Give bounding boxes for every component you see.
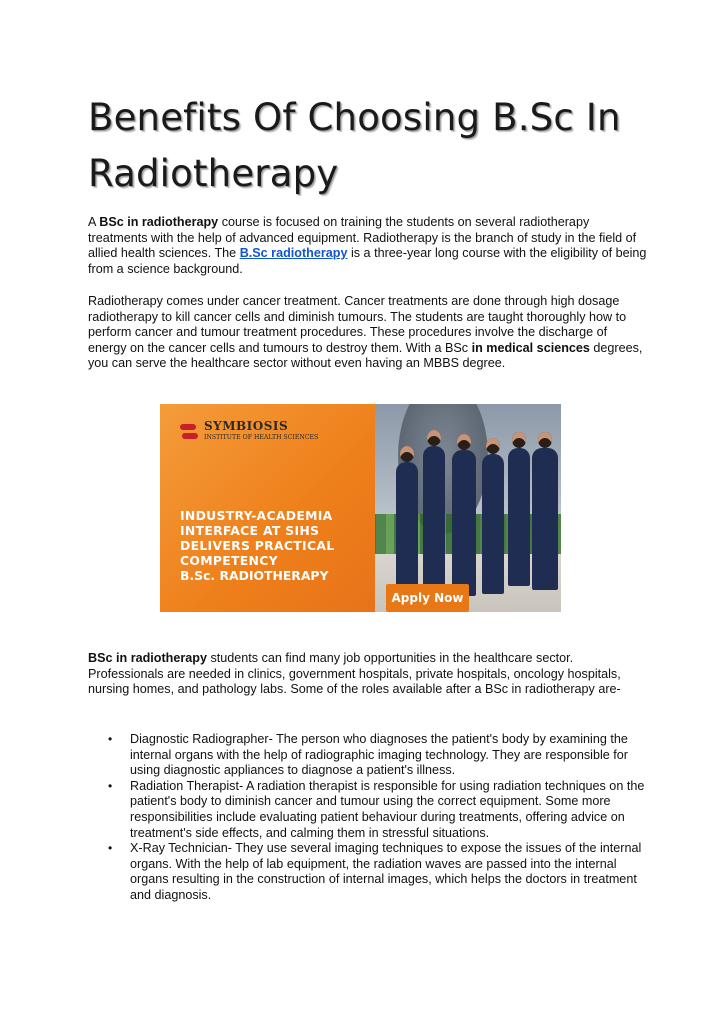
- careers-paragraph: [88, 651, 648, 698]
- logo-name: SYMBIOSIS: [204, 419, 289, 433]
- cancer-treatment-paragraph: [88, 294, 648, 372]
- student-figure: [482, 454, 504, 594]
- student-figure: [532, 448, 558, 590]
- role-xray-technician: X-Ray Technician- They use several imaging techniques to expose the issues of the internal organs. With the help of lab equipment, the radiation waves are passed into the internal organs resulting in the construction of internal images, which helps the doctors in treatment and diagnosis.: [130, 841, 642, 902]
- bullet-icon: •: [108, 732, 113, 746]
- intro-paragraph: [88, 215, 648, 277]
- medical-sciences-bold: in medical sciences: [471, 340, 590, 355]
- logo-subtitle: INSTITUTE OF HEALTH SCIENCES: [204, 434, 319, 441]
- cancer-text-2: degrees, you can serve the healthcare sector without even having an MBBS degree.: [88, 340, 643, 371]
- bullet-icon: •: [108, 841, 113, 856]
- role-radiation-therapist: Radiation Therapist- A radiation therapist is responsible for using radiation techniques on the patient's body to diminish cancer and tumour using the correct equipment. Some more responsibilities include evaluating patient behaviour during treatments, offering advice on treatment's side effects, and calming them in stressful situations.: [130, 778, 645, 840]
- bsc-radiotherapy-link[interactable]: B.Sc radiotherapy: [239, 246, 348, 261]
- apply-now-button[interactable]: Apply Now: [386, 584, 469, 612]
- roles-list: [88, 732, 648, 904]
- bullet-icon: •: [108, 778, 113, 793]
- careers-text: students can find many job opportunities in the healthcare sector. Professionals are needed in clinics, government hospitals, private hospitals, oncology hospitals, nursing homes, and pathology labs. Some of the roles available after a BSc in radiotherapy are-: [88, 651, 621, 697]
- cancer-text-1: Radiotherapy comes under cancer treatment. Cancer treatments are done through high dosage radiotherapy to kill cancer cells and diminish tumours. The students are taught thoroughly how to perform cancer and tumour treatment procedures. These procedures involve the discharge of energy on the cancer cells and tumours to destroy them. With a BSc: [88, 294, 627, 355]
- student-figure: [508, 448, 530, 586]
- symbiosis-logo: [180, 421, 318, 443]
- intro-prefix: A: [88, 215, 100, 229]
- banner-course: B.Sc. RADIOTHERAPY: [180, 568, 329, 583]
- intro-bold-term: BSc in radiotherapy: [99, 215, 219, 229]
- list-item: [88, 732, 648, 779]
- list-item: [88, 779, 648, 841]
- symbiosis-logo-icon: [180, 422, 198, 442]
- role-diagnostic-radiographer: Diagnostic Radiographer- The person who diagnoses the patient's body by examining the internal organs with the help of radiographic imaging technology. They are responsible for using diagnostic appliances to diagnose a patient's illness.: [130, 732, 628, 778]
- page-title: Benefits Of Choosing B.Sc In Radiotherapy: [88, 96, 621, 195]
- banner-headline: INDUSTRY-ACADEMIA INTERFACE AT SIHS DELIVERS PRACTICAL COMPETENCY: [180, 508, 335, 568]
- list-item: [88, 841, 648, 903]
- student-figure: [452, 450, 476, 596]
- intro-text-1: course is focused on training the students on several radiotherapy treatments with the help of advanced equipment. Radiotherapy is the branch of study in the field of allied health sciences. The: [88, 215, 637, 261]
- student-figure: [396, 462, 418, 592]
- student-figure: [423, 446, 445, 588]
- intro-text-2: is a three-year long course with the eligibility of being from a science background.: [88, 246, 647, 276]
- symbiosis-banner-image[interactable]: [160, 404, 561, 612]
- careers-bold-term: BSc in radiotherapy: [88, 651, 207, 665]
